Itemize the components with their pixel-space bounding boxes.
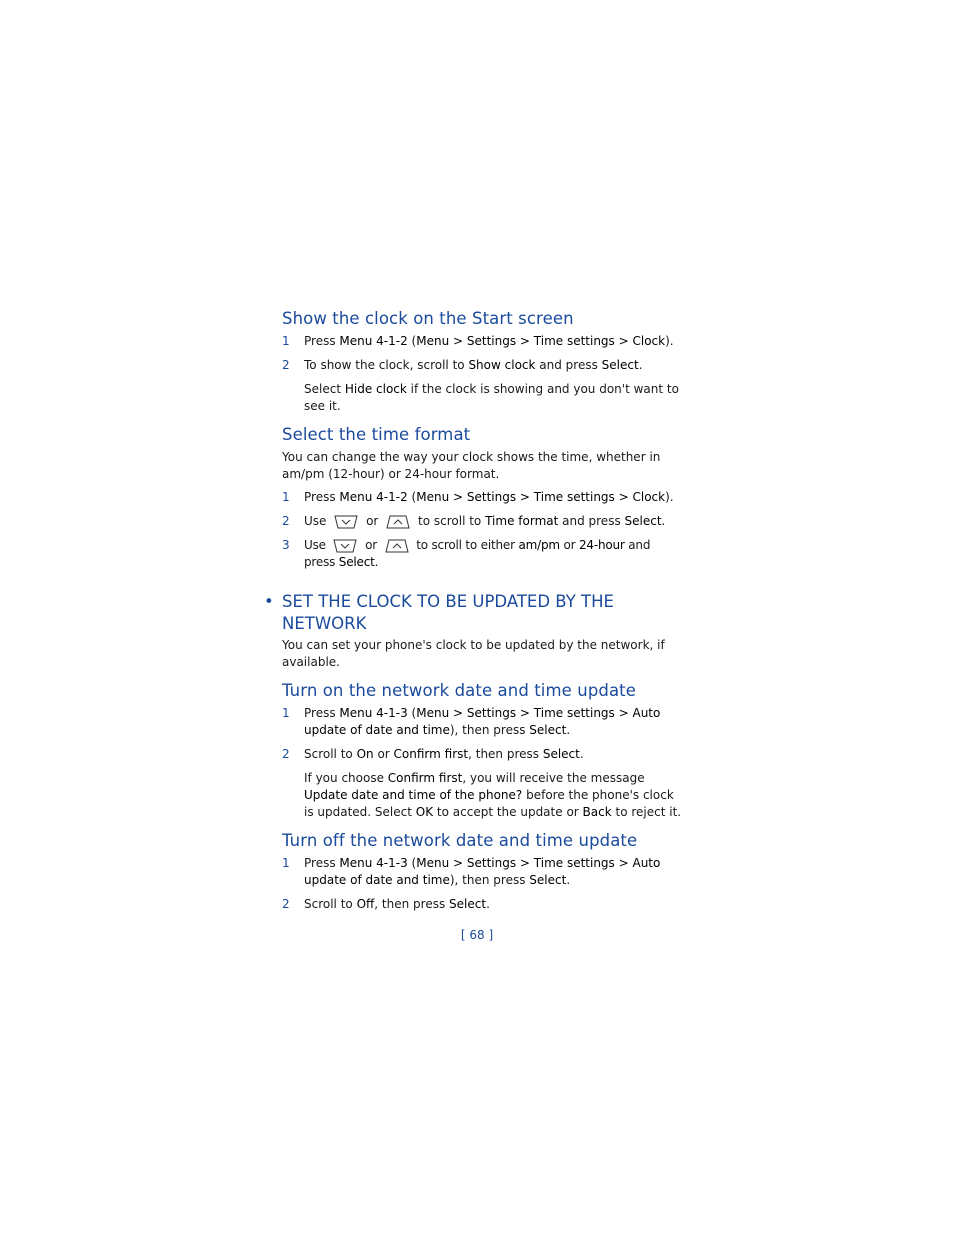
- step-1: [282, 705, 682, 739]
- keyword: Select: [338, 555, 375, 569]
- text: before the phone's clock is updated. Select: [304, 788, 674, 819]
- text: .: [661, 514, 666, 528]
- text: Select: [304, 382, 345, 396]
- keyword: Back: [582, 805, 612, 819]
- keyword: Menu > Settings > Time settings > Auto update of date and time: [304, 856, 661, 887]
- text: (: [407, 856, 417, 870]
- text: Use: [304, 514, 327, 528]
- step-2: [282, 746, 682, 763]
- text: ), then press: [449, 873, 530, 887]
- text: (: [407, 334, 417, 348]
- keyword: Menu 4-1-2: [339, 334, 408, 348]
- keyword: Confirm first: [393, 747, 469, 761]
- step-number: 2: [282, 897, 290, 911]
- keyword: OK: [415, 805, 434, 819]
- text: (: [407, 706, 417, 720]
- scroll-down-key-icon: [333, 539, 357, 553]
- scroll-up-key-icon: [385, 539, 409, 553]
- heading-turn-on: Turn on the network date and time update: [282, 681, 636, 700]
- text: or: [365, 538, 377, 552]
- text: ), then press: [449, 723, 530, 737]
- text: (: [407, 490, 417, 504]
- keyword: On: [356, 747, 374, 761]
- keyword: Off: [356, 897, 375, 911]
- keyword: 24-hour: [578, 538, 625, 552]
- keyword: Hide clock: [344, 382, 407, 396]
- keyword: Menu > Settings > Time settings > Clock: [416, 490, 666, 504]
- intro: You can set your phone's clock to be updated by the network, if available.: [282, 638, 665, 669]
- text: If you choose: [304, 771, 388, 785]
- step-number: 2: [282, 747, 290, 761]
- keyword: am/pm: [518, 538, 560, 552]
- step-1: [282, 489, 682, 506]
- keyword: Menu 4-1-2: [339, 490, 408, 504]
- step-number: 2: [282, 514, 290, 528]
- step-number: 1: [282, 334, 290, 348]
- text: , then press: [374, 897, 450, 911]
- keyword: Select: [601, 358, 639, 372]
- text: Press: [304, 490, 340, 504]
- intro: You can change the way your clock shows the time, whether in am/pm (12-hour) or 24-hour format.: [282, 450, 661, 481]
- heading-text: SET THE CLOCK TO BE UPDATED BY THE NETWORK: [282, 592, 614, 633]
- text: ).: [665, 334, 674, 348]
- scroll-up-key-icon: [386, 515, 410, 529]
- text: or: [366, 514, 379, 528]
- note: [282, 770, 682, 821]
- text: if the clock is showing and you don't want to see it.: [304, 382, 679, 413]
- step-number: 3: [282, 538, 290, 552]
- step-3: [282, 537, 682, 571]
- text: and press: [558, 514, 625, 528]
- text: Use: [304, 538, 326, 552]
- text: to scroll to either: [416, 538, 519, 552]
- keyword: Select: [529, 873, 567, 887]
- keyword: Update date and time of the phone?: [304, 788, 523, 802]
- keyword: Select: [542, 747, 580, 761]
- text: .: [638, 358, 643, 372]
- heading-turn-off: Turn off the network date and time update: [282, 831, 638, 850]
- keyword: Select: [449, 897, 487, 911]
- keyword: Select: [624, 514, 662, 528]
- heading-network-update: [264, 591, 682, 635]
- text: ).: [665, 490, 674, 504]
- text: , then press: [468, 747, 543, 761]
- step-number: 1: [282, 706, 290, 720]
- keyword: Time format: [485, 514, 559, 528]
- text: or: [559, 538, 579, 552]
- step-number: 2: [282, 358, 290, 372]
- keyword: Menu > Settings > Time settings > Clock: [416, 334, 666, 348]
- scroll-down-key-icon: [334, 515, 358, 529]
- heading-show-clock: Show the clock on the Start screen: [282, 309, 574, 328]
- step-2: [282, 513, 682, 530]
- keyword: Show clock: [468, 358, 536, 372]
- text: to scroll to: [418, 514, 486, 528]
- text: , you will receive the message: [462, 771, 645, 785]
- step-1: [282, 333, 682, 350]
- text: .: [566, 723, 571, 737]
- text: To show the clock, scroll to: [304, 358, 469, 372]
- text: Press: [304, 706, 340, 720]
- text: .: [374, 555, 379, 569]
- text: to reject it.: [611, 805, 682, 819]
- page-content: [264, 308, 682, 913]
- text: Scroll to: [304, 747, 357, 761]
- text: to accept the update or: [433, 805, 583, 819]
- keyword: Confirm first: [387, 771, 463, 785]
- keyword: Menu > Settings > Time settings > Auto update of date and time: [304, 706, 661, 737]
- text: Scroll to: [304, 897, 357, 911]
- step-2: [282, 357, 682, 374]
- text: .: [486, 897, 490, 911]
- text: .: [566, 873, 571, 887]
- page-number: [ 68 ]: [460, 928, 494, 942]
- text: or: [373, 747, 394, 761]
- keyword: Select: [529, 723, 567, 737]
- text: Press: [304, 334, 340, 348]
- keyword: Menu 4-1-3: [339, 706, 408, 720]
- text: and press: [535, 358, 602, 372]
- text: .: [579, 747, 584, 761]
- keyword: Menu 4-1-3: [339, 856, 408, 870]
- text: and press: [304, 538, 651, 569]
- step-number: 1: [282, 490, 290, 504]
- step-1: [282, 855, 682, 889]
- text: Press: [304, 856, 340, 870]
- heading-time-format: Select the time format: [282, 425, 471, 444]
- bullet: •: [264, 592, 274, 611]
- step-2: [282, 896, 682, 913]
- step-number: 1: [282, 856, 290, 870]
- note: [282, 381, 682, 415]
